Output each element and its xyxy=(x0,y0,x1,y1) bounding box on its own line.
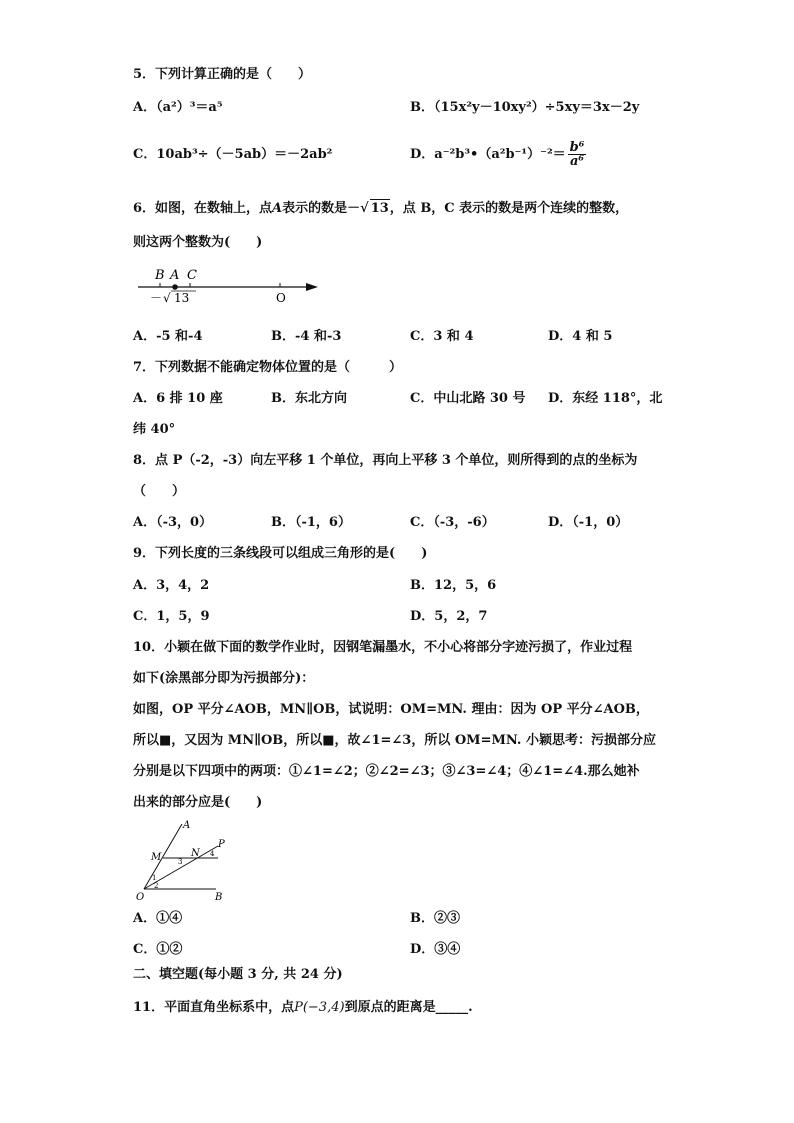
q10-option-a[interactable]: A．①④ xyxy=(133,911,183,926)
q9-option-a[interactable]: A．3，4，2 xyxy=(133,578,210,593)
label-origin: O xyxy=(276,291,286,305)
q5-option-d[interactable] xyxy=(410,137,586,173)
q5-option-b[interactable]: B．（15x²y－10xy²）÷5xy＝3x－2y xyxy=(410,100,640,115)
q11-stem-text: 11．平面直角坐标系中，点 xyxy=(133,1000,295,1015)
q10-angle-figure xyxy=(132,818,232,904)
q6-option-c[interactable]: C．3 和 4 xyxy=(410,329,474,344)
label-c: C xyxy=(187,268,197,283)
q11-stem xyxy=(133,999,473,1017)
radical-sign: √ xyxy=(163,291,171,305)
q6-stem-post: ，点 B，C 表示的数是两个连续的整数， xyxy=(389,201,629,216)
q7-option-a[interactable]: A．6 排 10 座 xyxy=(133,391,223,406)
q8-option-b[interactable]: B．（-1，6） xyxy=(271,515,351,530)
q10-option-c[interactable]: C．①② xyxy=(133,942,183,957)
q6-stem-mid: 表示的数是－ xyxy=(282,201,361,216)
q10-stem-line1: 10．小颖在做下面的数学作业时，因钢笔漏墨水，不小心将部分字迹污损了，作业过程 xyxy=(133,640,633,655)
q10-stem-line4: 所以■，又因为 MN∥OB，所以■，故∠1=∠3，所以 OM=MN. 小颖思考：污损部分应 xyxy=(133,733,656,748)
q7-option-d[interactable]: D．东经 118°，北 xyxy=(548,391,663,406)
q5-option-d-fraction xyxy=(568,141,587,168)
q6-stem-line2: 则这两个整数为( ) xyxy=(133,235,263,250)
angle-4-label: 4 xyxy=(210,850,215,858)
q6-option-a[interactable]: A．-5 和-4 xyxy=(133,329,203,344)
q6-sqrt: 13 xyxy=(370,201,389,216)
q6-option-b[interactable]: B．-4 和-3 xyxy=(271,329,342,344)
q8-answer-paren: （ ） xyxy=(133,484,186,499)
q5-stem: 5．下列计算正确的是（ ） xyxy=(133,67,312,82)
q5-option-a[interactable]: A．（a²）³＝a⁵ xyxy=(133,100,223,115)
q9-option-c[interactable]: C．1，5，9 xyxy=(133,609,210,624)
angle-1-label: 1 xyxy=(152,874,157,882)
q10-stem-line2: 如下(涂黑部分即为污损部分)： xyxy=(133,671,315,686)
q8-stem: 8．点 P（-2，-3）向左平移 1 个单位，再向上平移 3 个单位，则所得到的点的坐标为 xyxy=(133,453,638,468)
label-o: O xyxy=(136,892,145,903)
q7-option-b[interactable]: B．东北方向 xyxy=(271,391,347,406)
q9-stem: 9．下列长度的三条线段可以组成三角形的是( ) xyxy=(133,546,428,561)
q10-stem-line6: 出来的部分应是( ) xyxy=(133,795,263,810)
label-a: A xyxy=(183,820,191,831)
q8-option-c[interactable]: C．（-3，-6） xyxy=(410,515,495,530)
label-negative-sign: － xyxy=(150,291,163,305)
section-heading-fill-in: 二、填空题(每小题 3 分, 共 24 分) xyxy=(133,967,343,982)
q11-point-p: P(−3,4) xyxy=(294,1000,345,1015)
q6-stem-text: 6．如图，在数轴上，点 xyxy=(133,201,273,216)
angle-2-label: 2 xyxy=(154,882,159,890)
q6-point-a: A xyxy=(272,201,283,216)
q7-option-d-continuation: 纬 40° xyxy=(133,422,176,437)
label-b: B xyxy=(215,892,223,903)
label-m: M xyxy=(151,852,162,863)
q9-option-b[interactable]: B．12，5，6 xyxy=(410,578,497,593)
q5-option-c[interactable]: C．10ab³÷（－5ab）＝－2ab² xyxy=(133,147,333,162)
angle-3-label: 3 xyxy=(178,858,183,866)
label-a: A xyxy=(170,268,180,283)
q10-stem-line3: 如图，OP 平分∠AOB，MN∥OB，试说明：OM=MN. 理由：因为 OP 平分∠AOB， xyxy=(133,702,649,717)
label-sqrt-13: 13 xyxy=(174,291,190,305)
label-p: P xyxy=(218,839,225,850)
q8-option-a[interactable]: A．（-3，0） xyxy=(133,515,213,530)
q11-stem-post: 到原点的距离是_____. xyxy=(344,1000,473,1015)
q6-option-d[interactable]: D．4 和 5 xyxy=(548,329,613,344)
q7-option-c[interactable]: C．中山北路 30 号 xyxy=(410,391,526,406)
q10-option-d[interactable]: D．③④ xyxy=(410,942,461,957)
fraction-denominator: a⁶ xyxy=(570,154,585,169)
q6-stem: 6．如图，在数轴上，点A表示的数是－√ 13，点 B，C 表示的数是两个连续的整数， xyxy=(133,201,629,216)
label-n: N xyxy=(191,848,200,859)
q9-option-d[interactable]: D．5，2，7 xyxy=(410,609,488,624)
q5-option-d-text: D．a⁻²b³•（a²b⁻¹）⁻²＝ xyxy=(410,147,566,162)
fraction-numerator: b⁶ xyxy=(569,140,585,155)
q6-number-line-figure xyxy=(130,262,330,308)
q8-option-d[interactable]: D．（-1，0） xyxy=(548,515,629,530)
q7-stem: 7．下列数据不能确定物体位置的是（ ） xyxy=(133,360,403,375)
label-b: B xyxy=(155,268,165,283)
q10-stem-line5: 分别是以下四项中的两项：①∠1=∠2；②∠2=∠3；③∠3=∠4；④∠1=∠4.那么她补 xyxy=(133,764,640,779)
q10-option-b[interactable]: B．②③ xyxy=(410,911,460,926)
